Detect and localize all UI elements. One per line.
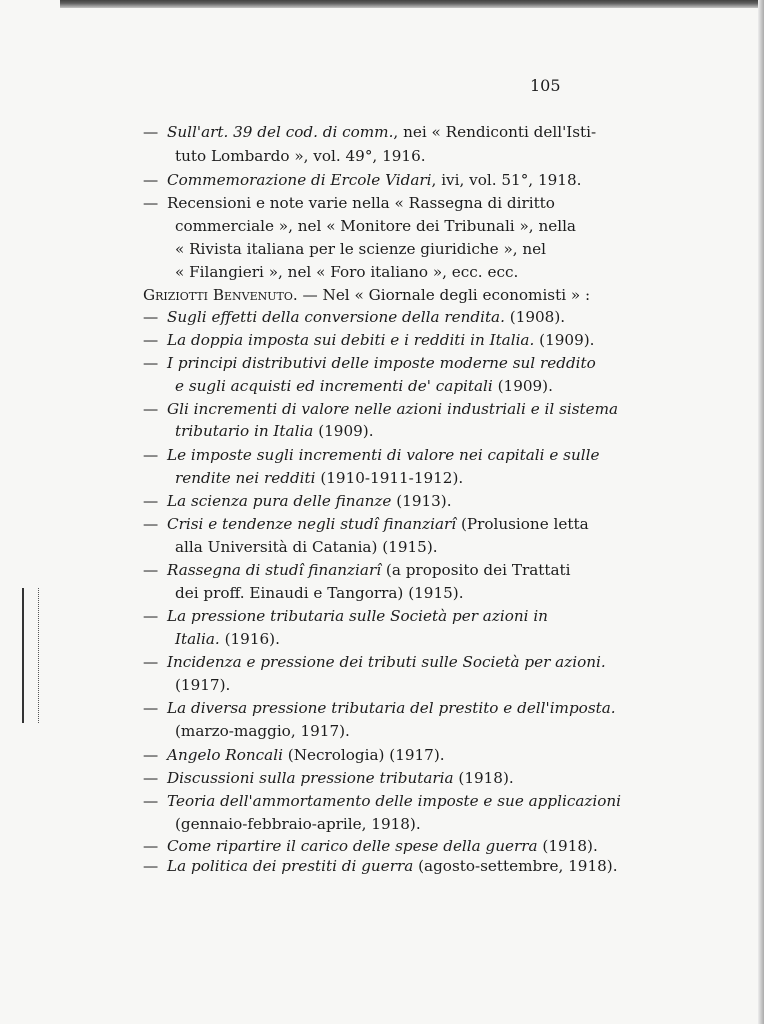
entry-dash: —: [143, 515, 159, 533]
bibliography-entry: [143, 652, 606, 672]
entry-dash: —: [143, 123, 159, 141]
page-number: 105: [530, 76, 561, 95]
entry-continuation: [175, 629, 280, 649]
entry-dash: —: [143, 653, 159, 671]
entry-dash: —: [143, 837, 159, 855]
entry-continuation: [175, 814, 421, 834]
entry-dash: —: [143, 746, 159, 764]
entry-details: (marzo-maggio, 1917).: [175, 722, 350, 740]
entry-dash: —: [143, 354, 159, 372]
work-title: La diversa pressione tributaria del prestito e dell'imposta.: [167, 699, 616, 717]
entry-continuation: [175, 262, 518, 282]
entry-dash: —: [143, 492, 159, 510]
work-title: Teoria dell'ammortamento delle imposte e sue applicazioni: [167, 792, 622, 810]
work-title: Gli incrementi di valore nelle azioni industriali e il sistema: [167, 400, 619, 418]
entry-continuation: [175, 421, 374, 441]
bibliography-entry: [143, 330, 595, 350]
work-title: Angelo Roncali: [167, 746, 283, 764]
entry-continuation: [175, 468, 463, 488]
entry-details: (1916).: [219, 630, 280, 648]
entry-details: , nei « Rendiconti dell'Isti-: [393, 123, 597, 141]
bibliography-entry: [143, 491, 452, 511]
work-title: Italia.: [175, 630, 220, 648]
entry-details: (1918).: [537, 837, 598, 855]
entry-dash: —: [143, 607, 159, 625]
bibliography-entry: [143, 698, 616, 718]
entry-details: (1909).: [313, 422, 374, 440]
bibliography-entry: [143, 122, 596, 142]
entry-dash: —: [143, 194, 159, 212]
bibliography-entry: [143, 170, 581, 190]
entry-details: (1909).: [492, 377, 553, 395]
entry-dash: —: [143, 331, 159, 349]
work-title: Le imposte sugli incrementi di valore nei capitali e sulle: [167, 446, 600, 464]
work-title: Come ripartire il carico delle spese della guerra: [167, 837, 538, 855]
entry-details: tuto Lombardo », vol. 49°, 1916.: [175, 147, 426, 165]
work-title: La doppia imposta sui debiti e i redditi in Italia.: [167, 331, 535, 349]
entry-details: Recensioni e note varie nella « Rassegna di diritto: [167, 194, 555, 212]
entry-continuation: [175, 376, 553, 396]
entry-details: (Prolusione letta: [456, 515, 589, 533]
scan-top-edge: [60, 0, 764, 8]
work-title: Commemorazione di Ercole Vidari: [167, 171, 432, 189]
entry-dash: —: [143, 769, 159, 787]
work-title: tributario in Italia: [175, 422, 314, 440]
work-title: rendite nei redditi: [175, 469, 316, 487]
entry-details: (1909).: [534, 331, 595, 349]
entry-dash: —: [143, 446, 159, 464]
entry-details: « Filangieri », nel « Foro italiano », ecc. ecc.: [175, 263, 519, 281]
work-title: Sull'art. 39 del cod. di comm.: [167, 123, 394, 141]
entry-continuation: [175, 721, 350, 741]
entry-details: (1908).: [504, 308, 566, 326]
bibliography-entry: [143, 836, 598, 856]
bibliography-entry: [143, 791, 621, 811]
work-title: Crisi e tendenze negli studî finanziarî: [167, 515, 457, 533]
entry-details: « Rivista italiana per le scienze giuridiche », nel: [175, 240, 547, 258]
work-title: La politica dei prestiti di guerra: [167, 857, 414, 875]
entry-dash: —: [143, 792, 159, 810]
entry-dash: —: [143, 400, 159, 418]
entry-details: dei proff. Einaudi e Tangorra) (1915).: [175, 584, 464, 602]
bibliography-entry: [143, 514, 589, 534]
entry-dash: —: [143, 171, 159, 189]
work-title: La scienza pura delle finanze: [167, 492, 392, 510]
entry-details: (gennaio-febbraio-aprile, 1918).: [175, 815, 421, 833]
bibliography-entry: [143, 353, 596, 373]
entry-continuation: [175, 675, 230, 695]
scan-binding-mark: [22, 588, 39, 723]
entry-continuation: [175, 216, 576, 236]
entry-details: commerciale », nel « Monitore dei Tribunali », nella: [175, 217, 576, 235]
entry-continuation: [175, 583, 464, 603]
work-title: Discussioni sulla pressione tributaria: [167, 769, 454, 787]
entry-details: , ivi, vol. 51°, 1918.: [431, 171, 582, 189]
scan-right-edge: [758, 0, 764, 1024]
bibliography-entry: [143, 445, 599, 465]
bibliography-entry: [143, 745, 445, 765]
entry-dash: —: [143, 308, 159, 326]
author-name: Griziotti Benvenuto.: [143, 286, 298, 304]
bibliography-entry: [143, 307, 565, 327]
entry-continuation: [175, 537, 438, 557]
bibliography-entry: [143, 768, 514, 788]
author-heading: [143, 285, 590, 305]
entry-dash: —: [143, 561, 159, 579]
work-title: Incidenza e pressione dei tributi sulle Società per azioni.: [167, 653, 606, 671]
entry-details: (agosto-settembre, 1918).: [413, 857, 618, 875]
entry-details: (1913).: [391, 492, 452, 510]
entry-continuation: [175, 146, 426, 166]
bibliography-entry: [143, 560, 571, 580]
entry-details: (Necrologia) (1917).: [282, 746, 445, 764]
entry-details: (1917).: [175, 676, 231, 694]
entry-continuation: [175, 239, 546, 259]
bibliography-entry: [143, 399, 618, 419]
entry-details: alla Università di Catania) (1915).: [175, 538, 438, 556]
entry-details: (1910-1911-1912).: [315, 469, 464, 487]
work-title: Sugli effetti della conversione della rendita.: [167, 308, 505, 326]
entry-dash: —: [143, 857, 159, 875]
bibliography-entry: [143, 606, 548, 626]
entry-dash: —: [143, 699, 159, 717]
work-title: I principi distributivi delle imposte moderne sul reddito: [167, 354, 596, 372]
bibliography-entry: [143, 193, 555, 213]
work-title: Rassegna di studî finanziarî: [167, 561, 382, 579]
entry-details: — Nel « Giornale degli economisti » :: [297, 286, 591, 304]
entry-details: (1918).: [453, 769, 514, 787]
work-title: e sugli acquisti ed incrementi de' capitali: [175, 377, 493, 395]
entry-details: (a proposito dei Trattati: [381, 561, 571, 579]
work-title: La pressione tributaria sulle Società per azioni in: [167, 607, 548, 625]
bibliography-entry: [143, 856, 618, 876]
